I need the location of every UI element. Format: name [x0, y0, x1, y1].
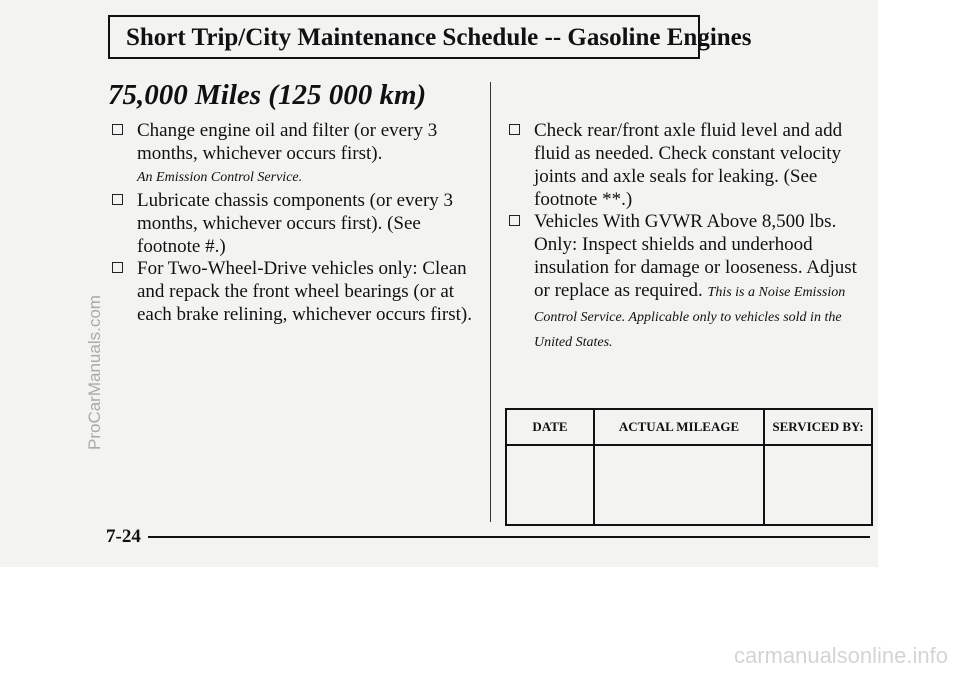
- maintenance-item-axle-fluid: [509, 119, 874, 211]
- maintenance-item-shields-insulation: [509, 210, 874, 354]
- column-divider: [490, 82, 491, 522]
- maintenance-item-text: Change engine oil and filter (or every 3 months, whichever occurs first).: [137, 120, 438, 164]
- checkbox-icon[interactable]: [112, 194, 123, 205]
- maintenance-item-text: Vehicles With GVWR Above 8,500 lbs. Only: Inspect shields and underhood insulation for damage or looseness. Adjust or replace as required.: [534, 211, 857, 301]
- footer-rule: [148, 536, 870, 538]
- maintenance-item-oil-change: [112, 119, 482, 188]
- maintenance-item-note: This is a Noise Emission Control Service. Applicable only to vehicles sold in the United States.: [534, 285, 846, 350]
- maintenance-item-text: Check rear/front axle fluid level and add fluid as needed. Check constant velocity joints and axle seals for leaking. (See footnote **.): [534, 120, 843, 210]
- serviced-by-cell[interactable]: [764, 445, 872, 525]
- schedule-header-box: [108, 15, 752, 59]
- mileage-interval-title: 75,000 Miles (125 000 km): [108, 79, 427, 111]
- maintenance-item-note: An Emission Control Service.: [137, 170, 303, 185]
- service-record-table: [505, 408, 873, 526]
- actual-mileage-cell[interactable]: [594, 445, 764, 525]
- table-header-row: [506, 409, 872, 445]
- page-number: 7-24: [106, 526, 141, 547]
- checkbox-icon[interactable]: [509, 124, 520, 135]
- checkbox-icon[interactable]: [112, 262, 123, 273]
- maintenance-item-text: Lubricate chassis components (or every 3 months, whichever occurs first). (See footnote #.): [137, 190, 454, 257]
- table-row: [506, 445, 872, 525]
- schedule-header-title: Short Trip/City Maintenance Schedule -- Gasoline Engines: [126, 24, 752, 51]
- column-header-serviced-by: SERVICED BY:: [764, 409, 872, 445]
- bottom-watermark: carmanualsonline.info: [733, 643, 948, 668]
- checkbox-icon[interactable]: [509, 215, 520, 226]
- maintenance-item-text-wrap: [534, 210, 874, 354]
- column-header-actual-mileage: ACTUAL MILEAGE: [594, 409, 764, 445]
- checkbox-icon[interactable]: [112, 124, 123, 135]
- maintenance-item-wheel-bearings: [112, 257, 482, 326]
- maintenance-item-text: For Two-Wheel-Drive vehicles only: Clean and repack the front wheel bearings (or at each brake relining, whichever occurs first).: [137, 258, 472, 325]
- side-watermark: ProCarManuals.com: [85, 295, 104, 450]
- date-cell[interactable]: [506, 445, 594, 525]
- maintenance-item-chassis-lube: [112, 189, 482, 258]
- column-header-date: DATE: [506, 409, 594, 445]
